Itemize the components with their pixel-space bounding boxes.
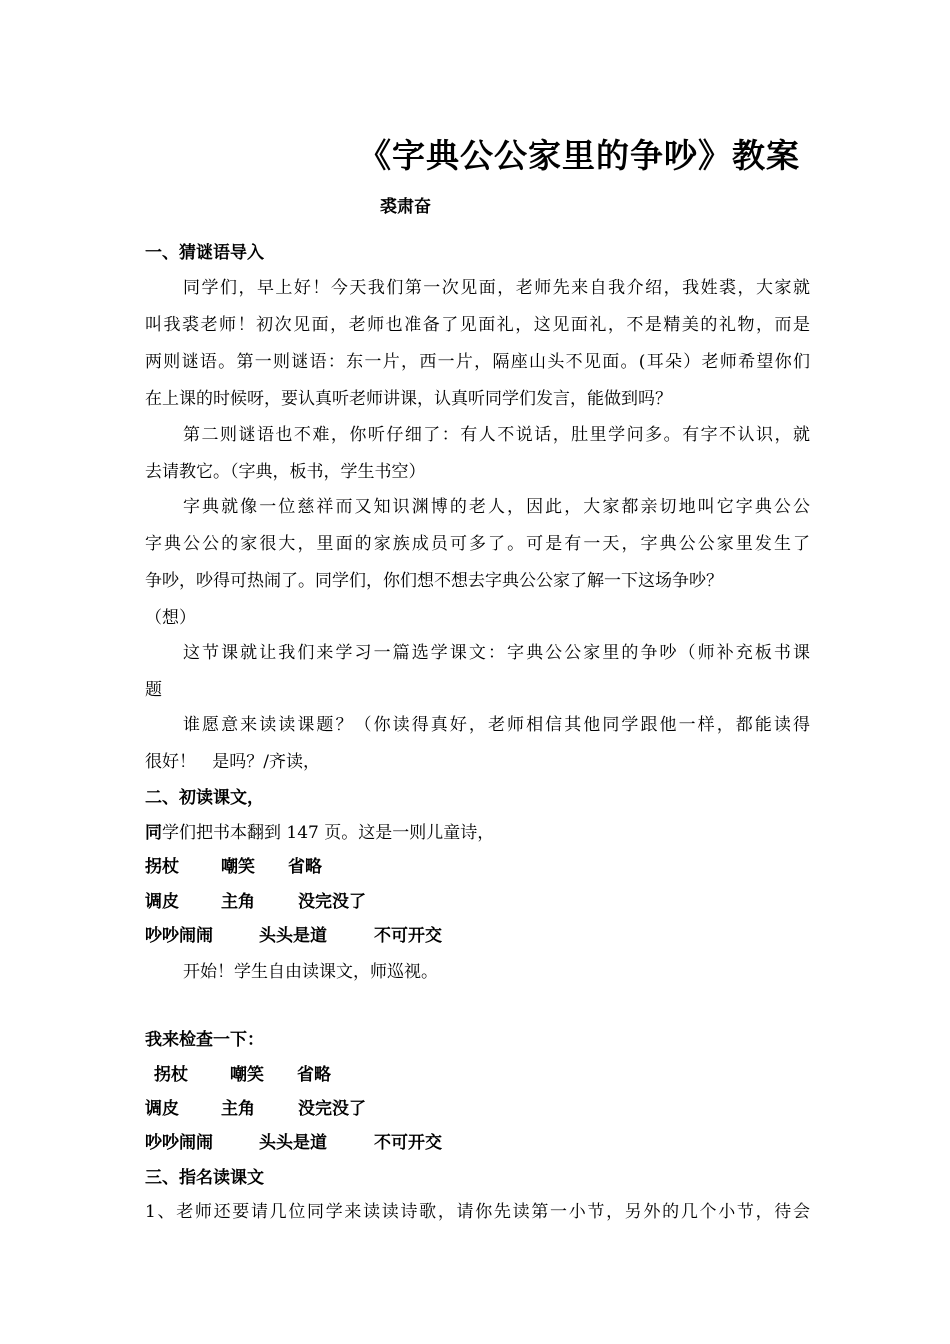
vocab-row (154, 1060, 819, 1085)
vocab-row (145, 887, 810, 912)
paragraph-line: 开始！学生自由读课文，师巡视。 (183, 962, 438, 982)
paragraph-line: 很好！ 是吗？/齐读， (145, 752, 320, 772)
paragraph-line: 在上课的时候呀，要认真听老师讲课，认真听同学们发言，能做到吗？ (145, 389, 672, 409)
vocab-row (145, 921, 810, 946)
vocab-word: 主角 (221, 1099, 255, 1119)
paragraph-line: 这节课就让我们来学习一篇选学课文：字典公公家里的争吵（师补充板书课 (183, 643, 810, 663)
paragraph-line: 同学们，早上好！今天我们第一次见面，老师先来自我介绍，我姓裘，大家就 (183, 278, 810, 298)
vocab-word: 吵吵闹闹 (145, 926, 213, 946)
vocab-word: 头头是道 (259, 926, 327, 946)
vocab-word: 不可开交 (374, 1133, 442, 1153)
vocab-word: 嘲笑 (221, 857, 255, 877)
paragraph-line: 题 (145, 680, 162, 700)
intro-first-char: 同 (145, 823, 162, 843)
paragraph-line: 1、老师还要请几位同学来读读诗歌，请你先读第一小节，另外的几个小节，待会 (145, 1202, 810, 1222)
section-heading-3: 三、指名读课文 (145, 1168, 264, 1188)
paragraph-line (145, 818, 810, 843)
vocab-word: 调皮 (145, 1099, 179, 1119)
paragraph-line: 叫我裘老师！初次见面，老师也准备了见面礼，这见面礼，不是精美的礼物，而是 (145, 315, 810, 335)
vocab-word: 调皮 (145, 892, 179, 912)
vocab-word: 主角 (221, 892, 255, 912)
paragraph-line: 谁愿意来读读课题？（你读得真好，老师相信其他同学跟他一样，都能读得 (183, 715, 810, 735)
vocab-row (145, 1128, 810, 1153)
author-name: 裘肃奋 (380, 197, 431, 217)
paragraph-line: 两则谜语。第一则谜语：东一片，西一片，隔座山头不见面。(耳朵）老师希望你们 (145, 352, 810, 372)
paragraph-line: 争吵，吵得可热闹了。同学们，你们想不想去字典公公家了解一下这场争吵？ (145, 571, 723, 591)
paragraph-line: 去请教它。（字典，板书，学生书空） (145, 462, 426, 482)
vocab-word: 没完没了 (298, 1099, 366, 1119)
intro-rest: 学们把书本翻到 147 页。这是一则儿童诗， (162, 823, 495, 843)
vocab-word: 没完没了 (298, 892, 366, 912)
vocab-word: 省略 (288, 857, 322, 877)
paragraph-line: 第二则谜语也不难，你听仔细了：有人不说话，肚里学问多。有字不认识，就 (183, 425, 810, 445)
vocab-word: 省略 (297, 1065, 331, 1085)
paragraph-line: 字典就像一位慈祥而又知识渊博的老人，因此，大家都亲切地叫它字典公公 (183, 497, 810, 517)
paragraph-line: （想） (145, 608, 196, 628)
vocab-row (145, 852, 810, 877)
section-heading-1: 一、猜谜语导入 (145, 243, 264, 263)
vocab-row (145, 1094, 810, 1119)
vocab-word: 头头是道 (259, 1133, 327, 1153)
section-heading-2: 二、初读课文， (145, 788, 264, 808)
vocab-word: 嘲笑 (230, 1065, 264, 1085)
paragraph-line: 字典公公的家很大，里面的家族成员可多了。可是有一天，字典公公家里发生了 (145, 534, 810, 554)
vocab-word: 吵吵闹闹 (145, 1133, 213, 1153)
check-heading: 我来检查一下： (145, 1030, 264, 1050)
vocab-word: 拐杖 (145, 857, 179, 877)
vocab-word: 拐杖 (154, 1065, 188, 1085)
vocab-word: 不可开交 (374, 926, 442, 946)
document-title: 《字典公公家里的争吵》教案 (358, 136, 800, 175)
